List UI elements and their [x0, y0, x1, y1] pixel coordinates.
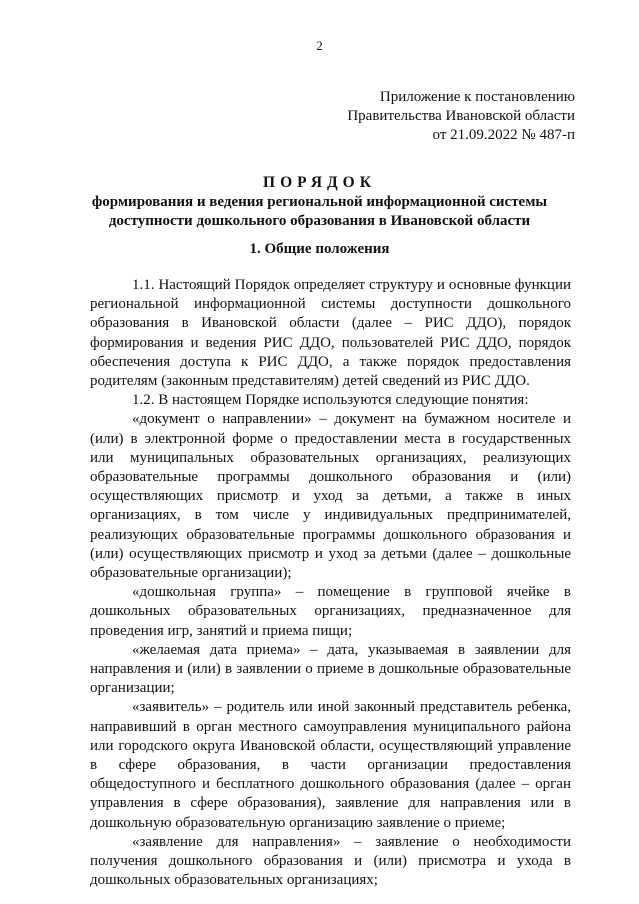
- appendix-line-3: от 21.09.2022 № 487-п: [432, 127, 575, 143]
- paragraph: 1.1. Настоящий Порядок определяет структуру и основные функции региональной информационной системы доступности дошкольного образования в Ивановской области (далее – РИС ДДО), порядок формирования и ведения РИС ДДО, пользователей РИС ДДО, порядок обеспечения доступа к РИС ДДО, а также порядок предоставления родителям (законным представителям) детей сведений из РИС ДДО.: [90, 277, 571, 390]
- paragraph: «желаемая дата приема» – дата, указываемая в заявлении для направления и (или) в заявлении о приеме в дошкольные образовательные организации;: [90, 641, 571, 697]
- paragraph: «документ о направлении» – документ на бумажном носителе и (или) в электронной форме о предоставлении места в государственных или муниципальных образовательных организациях, реализующих образовательные программы дошкольного образования и (или) осуществляющих присмотр и уход за детьми, а также в иных организациях, в том числе у индивидуальных предпринимателей, реализующих образовательные программы дошкольного образования и (или) осуществляющих присмотр и уход за детьми (далее – дошкольные образовательные организации);: [90, 411, 571, 582]
- appendix-header: [347, 88, 575, 145]
- subtitle-line-1: формирования и ведения региональной информационной системы: [91, 194, 548, 210]
- paragraph: «заявление для направления» – заявление о необходимости получения дошкольного образования и (или) присмотра и ухода в дошкольных образовательных организациях;: [90, 833, 571, 889]
- document-subtitle: [60, 193, 579, 231]
- paragraph: «дошкольная группа» – помещение в групповой ячейке в дошкольных образовательных организациях, предназначенное для проведения игр, занятий и приема пищи;: [90, 584, 571, 639]
- paragraph: «заявитель» – родитель или иной законный представитель ребенка, направивший в орган местного самоуправления муниципального района или городского округа Ивановской области, осуществляющий управление в сфере образования, в части организации предоставления общедоступного и бесплатного дошкольного образования (далее – орган управления в сфере образования), заявление для направления или в дошкольную образовательную организацию заявление о приеме;: [90, 699, 571, 831]
- appendix-line-1: Приложение к постановлению: [379, 89, 575, 105]
- page-number: 2: [316, 38, 323, 53]
- appendix-line-2: Правительства Ивановской области: [347, 108, 575, 124]
- subtitle-line-2: доступности дошкольного образования в Ивановской области: [108, 213, 531, 229]
- paragraph: 1.2. В настоящем Порядке используются следующие понятия:: [132, 392, 529, 409]
- body-text: [90, 276, 571, 891]
- section-title: 1. Общие положения: [249, 241, 390, 257]
- document-title: ПОРЯДОК: [263, 174, 376, 191]
